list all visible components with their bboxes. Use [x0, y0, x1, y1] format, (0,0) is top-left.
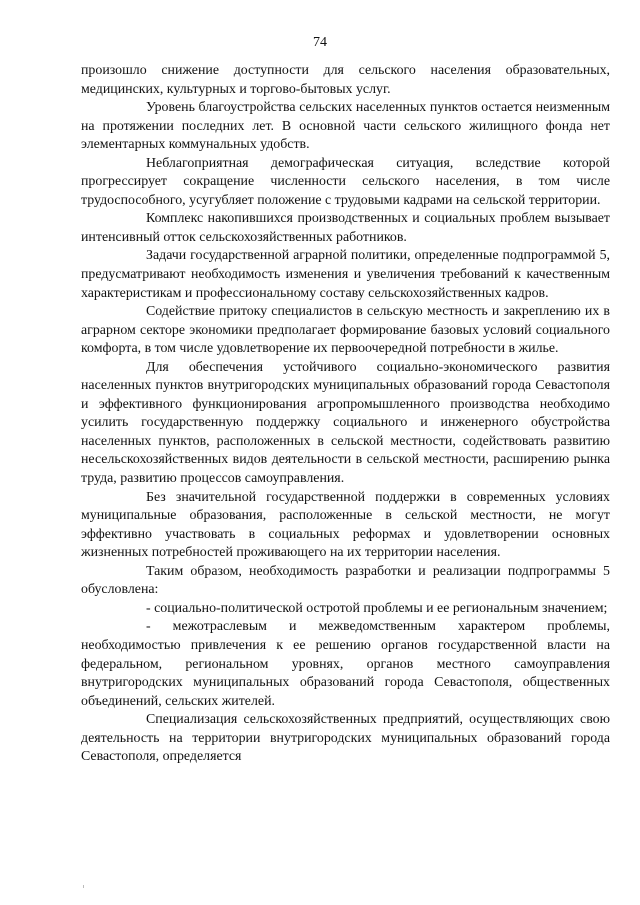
- scan-mark: [83, 885, 84, 888]
- paragraph-improvement: Уровень благоустройства сельских населенных пунктов остается неизменным на протяжении последних лет. В основной части сельского жилищного фонда нет элементарных коммунальных удобств.: [81, 100, 610, 153]
- paragraph-specialization: Специализация сельскохозяйственных предприятий, осуществляющих свою деятельность на территории внутригородских муниципальных образований города Севастополя, определяется: [81, 712, 610, 765]
- body-text: [81, 62, 610, 767]
- paragraph-state-support: Без значительной государственной поддержки в современных условиях муниципальные образования, расположенные в сельской местности, не могут эффективно участвовать в социальных реформах и удовлетворении основных жизненных потребностей проживающего на их территории населения.: [81, 489, 610, 561]
- list-item-intersectoral: - межотраслевым и межведомственным характером проблемы, необходимостью привлечения к ее решению органов государственной власти на федеральном, региональном уровнях, органов местного самоуправления внутригородских муниципальных образований города Севастополя, общественных объединений, сельских жителей.: [81, 619, 610, 709]
- paragraph-demography: Неблагоприятная демографическая ситуация, вследствие которой прогрессирует сокращение численности сельского населения, в том числе трудоспособного, усугубляет положение с трудовыми кадрами на сельской территории.: [81, 155, 610, 208]
- page-number: 74: [313, 35, 327, 50]
- paragraph-specialists: Содействие притоку специалистов в сельскую местность и закреплению их в аграрном секторе экономики предполагает формирование базовых условий социального комфорта, в том числе удовлетворение их первоочередной потребности в жилье.: [81, 304, 610, 357]
- paragraph-policy-tasks: Задачи государственной аграрной политики, определенные подпрограммой 5, предусматривают необходимость изменения и увеличения требований к качественным характеристикам и профессиональному составу сельскохозяйственных кадров.: [81, 248, 610, 301]
- paragraph-outflow: Комплекс накопившихся производственных и социальных проблем вызывает интенсивный отток сельскохозяйственных работников.: [81, 211, 610, 245]
- paragraph-necessity: Таким образом, необходимость разработки и реализации подпрограммы 5 обусловлена:: [81, 563, 610, 598]
- paragraph-sustainable-development: Для обеспечения устойчивого социально-экономического развития населенных пунктов внутригородских муниципальных образований города Севастополя и эффективного функционирования агропромышленного производства необходимо усилить государственную поддержку социального и инженерного обустройства населенных пунктов, расположенных в сельской местности, содействовать развитию несельскохозяйственных видов деятельности в сельской местности, расширению рынка труда, развитию процессов самоуправления.: [81, 359, 610, 487]
- list-item-social-political: - социально-политической остротой проблемы и ее региональным значением;: [146, 600, 608, 616]
- paragraph-continuation: произошло снижение доступности для сельского населения образовательных, медицинских, культурных и торгово-бытовых услуг.: [81, 63, 610, 97]
